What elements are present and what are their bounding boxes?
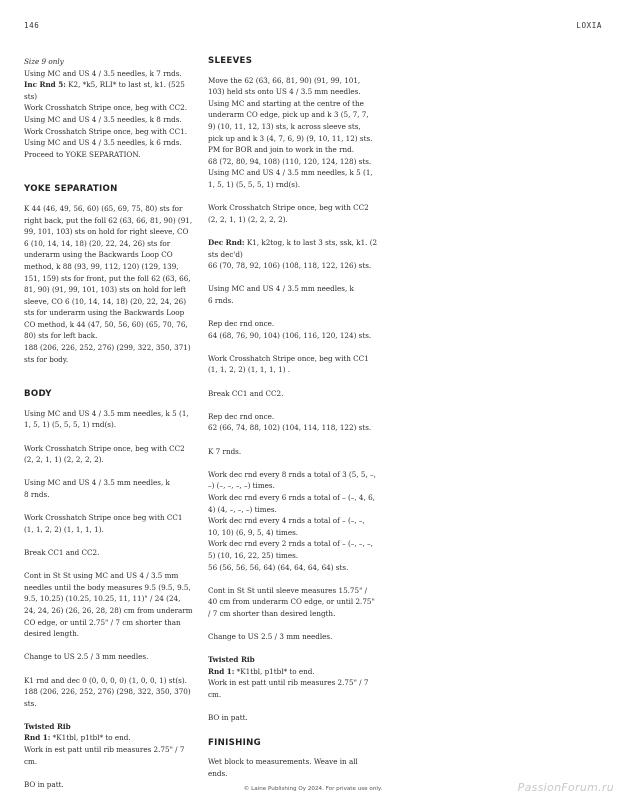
body-step-4: Work Crosshatch Stripe once beg with CC1 (1, 1, 2, 2) (1, 1, 1, 1). (24, 513, 183, 534)
pattern-title: LOXIA (576, 21, 602, 30)
right-column (208, 56, 378, 791)
body-step-6: Cont in St St using MC and US 4 / 3.5 mm needles until the body measures 9.5 (9.5, 9.5, 9.5, 10.25) (10.25, 10.25, 11, 11)" / 24 (24, 24, 24, 26) (26, 26, 28, 28) cm from underarm CO edge, or until 2.75" / 7 cm shorter than desired length. (24, 571, 193, 639)
inc-round (24, 79, 194, 102)
sleeves-step-2: Work Crosshatch Stripe once, beg with CC2 (2, 2, 1, 1) (2, 2, 2, 2). (208, 203, 369, 224)
twisted-rib-round-text: *K1tbl, p1tbl* to end. (234, 666, 315, 676)
inc-round-text: K2, *k5, RLI* to last st, k1. (525 sts) (24, 80, 185, 101)
twisted-rib-step: Work in est patt until rib measures 2.75" / 7 cm. (24, 745, 185, 766)
size9-steps: Work Crosshatch Stripe once, beg with CC2. Using MC and US 4 / 3.5 needles, k 8 rnds. Work Crosshatch Stripe once, beg with CC1. Using MC and US 4 / 3.5 needles, k 6 rnds. Proceed to YOKE SEPARATION. (24, 103, 188, 159)
dec-round (208, 237, 378, 272)
body-step-2: Work Crosshatch Stripe once, beg with CC2 (2, 2, 1, 1) (2, 2, 2, 2). (24, 443, 185, 465)
watermark: PassionForum.ru (517, 781, 614, 794)
sleeves-step-12: Change to US 2.5 / 3 mm needles. (208, 632, 333, 642)
twisted-rib-round (24, 732, 194, 744)
body-step-5: Break CC1 and CC2. (24, 547, 100, 557)
dec-round-label: Dec Rnd: (208, 237, 245, 247)
copyright-footer: © Laine Publishing Oy 2024. For private use only. (243, 786, 383, 792)
sleeves-step-10: Work dec rnd every 8 rnds a total of 3 (5, 5, –, –) (–, –, –, –) times. Work dec rnd every 6 rnds a total of – (–, 4, 6, 4) (4, –, –, –) times. Work dec rnd every 4 rnds a total of – (–, –, 10, 10) (6, 9, 5, 4) times. Work dec rnd every 2 rnds a total of – (–, –, –, 5) (10, 16, 22, 25) times. 56 (56, 56, 56, 64) (64, 64, 64, 64) sts. (208, 469, 376, 572)
left-column (24, 56, 194, 802)
sleeves-step-6: Work Crosshatch Stripe once, beg with CC1 (1, 1, 2, 2) (1, 1, 1, 1) . (208, 353, 369, 375)
sleeves-step-4: Using MC and US 4 / 3.5 mm needles, k 6 rnds. (208, 284, 354, 305)
bind-off: BO in patt. (24, 779, 64, 789)
twisted-rib-round-label: Rnd 1: (208, 666, 235, 676)
twisted-rib-round (208, 666, 378, 678)
yoke-instructions: K 44 (46, 49, 56, 60) (65, 69, 75, 80) sts for right back, put the foll 62 (63, 66, 81, 90) (91, 99, 101, 103) sts on hold for right sleeve, CO 6 (10, 14, 14, 18) (20, 22, 24, 26) sts for underarm using the Backwards Loop CO method, k 88 (93, 99, 112, 120) (129, 139, 151, 159) sts for front, put the foll 62 (63, 66, 81, 90) (91, 99, 101, 103) sts on hold for left sleeve, CO 6 (10, 14, 14, 18) (20, 22, 24, 26) sts for underarm using the Backwards Loop CO method, k 44 (47, 50, 56, 60) (65, 70, 76, 80) sts for left back. 188 (206, 226, 252, 276) (299, 322, 350, 371) sts for body. (24, 203, 193, 364)
finishing-step: Wet block to measurements. Weave in all ends. (208, 757, 358, 779)
body-step-8: K1 rnd and dec 0 (0, 0, 0, 0) (1, 0, 0, 1) st(s). 188 (206, 226, 252, 276) (298, 322, 350, 370) sts. (24, 675, 191, 708)
body-step-3: Using MC and US 4 / 3.5 mm needles, k 8 rnds. (24, 478, 170, 499)
page-number: 146 (24, 21, 40, 30)
sleeves-step-8: Rep dec rnd once. 62 (66, 74, 88, 102) (104, 114, 118, 122) sts. (208, 411, 372, 433)
twisted-rib-round-label: Rnd 1: (24, 733, 51, 743)
sleeves-step-1: Move the 62 (63, 66, 81, 90) (91, 99, 101, 103) held sts onto US 4 / 3.5 mm needles. Using MC and starting at the centre of the underarm CO edge, pick up and k 3 (5, 7, 7, 9) (10, 11, 12, 13) sts, k across sleeve sts, pick up and k 3 (4, 7, 6, 9) (9, 10, 11, 12) sts. PM for BOR and join to work in the rnd. 68 (72, 80, 94, 108) (110, 120, 124, 128) sts. Using MC and US 4 / 3.5 mm needles, k 5 (1, 1, 5, 1) (5, 5, 5, 1) rnd(s). (208, 75, 373, 189)
size9-step-1: Using MC and US 4 / 3.5 needles, k 7 rnds. (24, 68, 182, 78)
bind-off: BO in patt. (208, 713, 248, 723)
body-step-1: Using MC and US 4 / 3.5 mm needles, k 5 (1, 1, 5, 1) (5, 5, 5, 1) rnd(s). (24, 408, 189, 430)
twisted-rib-round-text: *K1tbl, p1tbl* to end. (50, 733, 131, 743)
sleeves-step-9: K 7 rnds. (208, 446, 242, 456)
twisted-rib-heading: Twisted Rib (208, 655, 255, 665)
sleeves-step-7: Break CC1 and CC2. (208, 388, 284, 398)
size-note: Size 9 only (24, 57, 64, 66)
twisted-rib-heading: Twisted Rib (24, 721, 71, 731)
finishing-heading: FINISHING (208, 737, 261, 748)
sleeves-heading: SLEEVES (208, 56, 253, 66)
twisted-rib-step: Work in est patt until rib measures 2.75" / 7 cm. (208, 678, 369, 700)
dec-round-text: K1, k2tog, k to last 3 sts, ssk, k1. (2 sts dec'd) 66 (70, 78, 92, 106) (108, 118, 122, 126) sts. (208, 237, 378, 271)
body-heading: BODY (24, 389, 52, 400)
yoke-separation-heading: YOKE SEPARATION (24, 184, 118, 195)
inc-round-label: Inc Rnd 5: (24, 80, 66, 90)
page-header (24, 21, 602, 30)
body-step-7: Change to US 2.5 / 3 mm needles. (24, 652, 149, 662)
sleeves-step-11: Cont in St St until sleeve measures 15.75" / 40 cm from underarm CO edge, or until 2.75" / 7 cm shorter than desired length. (208, 585, 375, 618)
sleeves-step-5: Rep dec rnd once. 64 (68, 76, 90, 104) (106, 116, 120, 124) sts. (208, 319, 372, 340)
